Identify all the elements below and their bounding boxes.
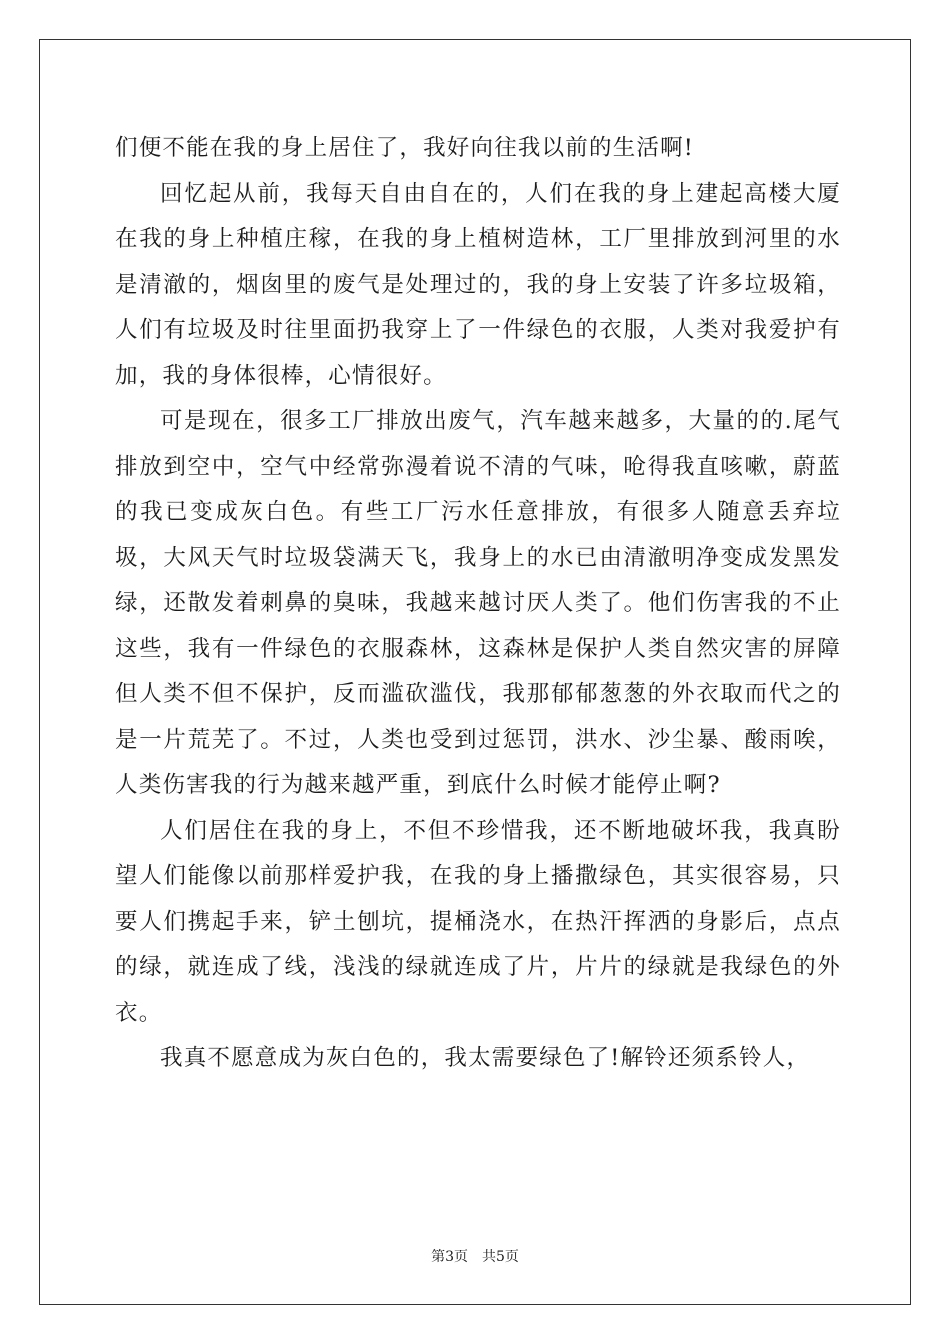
page-total: 共5页: [482, 1249, 519, 1265]
paragraph-present-pollution: 可是现在，很多工厂排放出废气，汽车越来越多，大量的的.尾气排放到空中，空气中经常弥漫着说不清的气味，呛得我直咳嗽，蔚蓝的我已变成灰白色。有些工厂污水任意排放，有很多人随意丢弃垃圾，大风天气时垃圾袋满天飞，我身上的水已由清澈明净变成发黑发绿，还散发着刺鼻的臭味，我越来越讨厌人类了。他们伤害我的不止这些，我有一件绿色的衣服森林，这森林是保护人类自然灾害的屏障但人类不但不保护，反而滥砍滥伐，我那郁郁葱葱的外衣取而代之的是一片荒芜了。不过，人类也受到过惩罚，洪水、沙尘暴、酸雨唉，人类伤害我的行为越来越严重，到底什么时候才能停止啊?: [115, 408, 841, 798]
paragraph-hope: 人们居住在我的身上，不但不珍惜我，还不断地破坏我，我真盼望人们能像以前那样爱护我，在我的身上播撒绿色，其实很容易，只要人们携起手来，铲土刨坑，提桶浇水，在热汗挥洒的身影后，点点的绿，就连成了线，浅浅的绿就连成了片，片片的绿就是我绿色的外衣。: [115, 817, 841, 1026]
paragraph-continuation: 们便不能在我的身上居住了，我好向往我以前的生活啊!: [115, 135, 695, 161]
document-body: [115, 126, 841, 1082]
paragraph-closing: 我真不愿意成为灰白色的，我太需要绿色了!解铃还须系铃人，: [160, 1045, 811, 1071]
page-number: 第3页: [431, 1249, 468, 1265]
paragraph-memories: 回忆起从前，我每天自由自在的，人们在我的身上建起高楼大厦在我的身上种植庄稼，在我的身上植树造林，工厂里排放到河里的水是清澈的，烟囱里的废气是处理过的，我的身上安装了许多垃圾箱，人们有垃圾及时往里面扔我穿上了一件绿色的衣服，人类对我爱护有加，我的身体很棒，心情很好。: [115, 180, 841, 389]
page-footer: [0, 1246, 950, 1266]
